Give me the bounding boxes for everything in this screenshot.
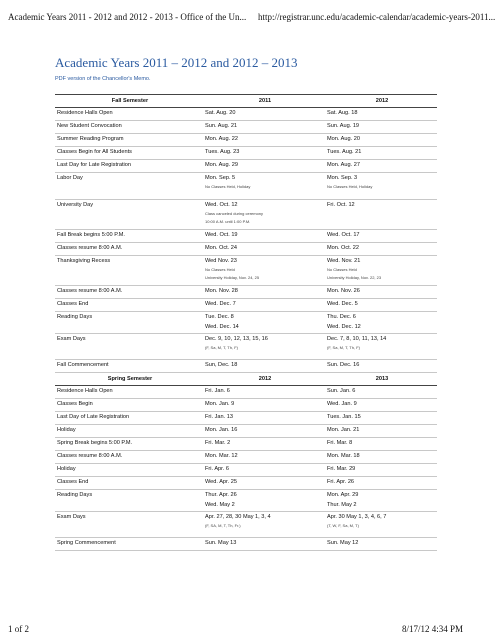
date-text: Fri. Apr. 26 bbox=[327, 479, 355, 485]
date-year-2 bbox=[325, 312, 437, 334]
event-name bbox=[55, 200, 203, 230]
date-text: Mon. Jan. 16 bbox=[205, 427, 238, 433]
date-text: Wed Nov. 23 bbox=[205, 258, 237, 264]
year-column-2: 2013 bbox=[325, 373, 437, 386]
date-text: Dec. 9, 10, 12, 13, 15, 16 bbox=[205, 336, 268, 342]
calendar-row bbox=[55, 108, 437, 121]
date-note: (F, SA, M, T, Th, Fr.) bbox=[205, 523, 241, 528]
date-note: (T, W, F, Sa, M, T) bbox=[327, 523, 359, 528]
date-text: Wed. Jan. 9 bbox=[327, 401, 357, 407]
calendar-row bbox=[55, 477, 437, 490]
print-header-url: http://registrar.unc.edu/academic-calendar/academic-years-2011... bbox=[258, 12, 495, 22]
date-year-1 bbox=[203, 160, 325, 173]
event-label: Last Day of Late Registration bbox=[57, 414, 130, 420]
date-text: Mon. Aug. 29 bbox=[205, 162, 238, 168]
date-text: Apr. 30 May 1, 3, 4, 6, 7 bbox=[327, 514, 387, 520]
date-text: Wed. Oct. 19 bbox=[205, 232, 238, 238]
date-text: Wed. Nov. 21 bbox=[327, 258, 361, 264]
calendar-row bbox=[55, 286, 437, 299]
date-year-2 bbox=[325, 243, 437, 256]
memo-pdf-link[interactable]: PDF version of the Chancellor's Memo bbox=[55, 76, 149, 82]
date-note: Class canceled during ceremony bbox=[205, 211, 264, 216]
date-year-2 bbox=[325, 538, 437, 551]
event-label: Exam Days bbox=[57, 514, 86, 520]
date-text: Mon. Apr. 29 bbox=[327, 492, 359, 498]
calendar-row bbox=[55, 399, 437, 412]
date-year-2 bbox=[325, 399, 437, 412]
event-name bbox=[55, 425, 203, 438]
date-year-1 bbox=[203, 173, 325, 200]
date-text: Fri. Oct. 12 bbox=[327, 202, 355, 208]
date-year-2 bbox=[325, 412, 437, 425]
date-year-2 bbox=[325, 438, 437, 451]
date-note: No Classes Held, Holiday bbox=[327, 184, 373, 189]
date-year-1 bbox=[203, 386, 325, 399]
calendar-row bbox=[55, 360, 437, 373]
date-text: Wed. Dec. 14 bbox=[205, 324, 239, 330]
date-text: Sun. Jan. 6 bbox=[327, 388, 356, 394]
calendar-row bbox=[55, 425, 437, 438]
event-name bbox=[55, 386, 203, 399]
calendar-row bbox=[55, 121, 437, 134]
calendar-row bbox=[55, 490, 437, 512]
date-year-2 bbox=[325, 134, 437, 147]
event-label: Exam Days bbox=[57, 336, 86, 342]
event-name bbox=[55, 299, 203, 312]
date-note: No Classes Held bbox=[327, 267, 357, 272]
date-year-2 bbox=[325, 477, 437, 490]
date-text: Sun. Aug. 21 bbox=[205, 123, 238, 129]
date-year-2 bbox=[325, 256, 437, 286]
date-year-2 bbox=[325, 200, 437, 230]
date-text: Sat. Aug. 18 bbox=[327, 110, 358, 116]
event-name bbox=[55, 399, 203, 412]
date-year-1 bbox=[203, 490, 325, 512]
date-year-2 bbox=[325, 334, 437, 360]
date-text: Mon. Aug. 27 bbox=[327, 162, 360, 168]
year-column-1: 2012 bbox=[203, 373, 325, 386]
date-year-1 bbox=[203, 451, 325, 464]
event-name bbox=[55, 243, 203, 256]
event-label: Reading Days bbox=[57, 314, 93, 320]
event-label: Holiday bbox=[57, 427, 76, 433]
date-year-1 bbox=[203, 243, 325, 256]
event-name bbox=[55, 438, 203, 451]
date-text: Mon. Mar. 18 bbox=[327, 453, 360, 459]
date-text: Thur. Apr. 26 bbox=[205, 492, 237, 498]
event-name bbox=[55, 147, 203, 160]
calendar-row bbox=[55, 451, 437, 464]
event-name bbox=[55, 464, 203, 477]
date-year-1 bbox=[203, 360, 325, 373]
date-year-2 bbox=[325, 512, 437, 538]
event-label: Residence Halls Open bbox=[57, 110, 113, 116]
date-note: (F, Sa, M, T, Th, F) bbox=[327, 345, 360, 350]
event-label: Summer Reading Program bbox=[57, 136, 124, 142]
memo-suffix: . bbox=[148, 76, 151, 82]
event-label: Reading Days bbox=[57, 492, 93, 498]
date-year-1 bbox=[203, 312, 325, 334]
date-year-1 bbox=[203, 412, 325, 425]
event-name bbox=[55, 256, 203, 286]
date-text: Mon. Aug. 20 bbox=[327, 136, 360, 142]
date-text: Mon. Oct. 22 bbox=[327, 245, 360, 251]
date-year-2 bbox=[325, 360, 437, 373]
date-text: Sun. Dec. 16 bbox=[327, 362, 360, 368]
calendar-row bbox=[55, 412, 437, 425]
page-title: Academic Years 2011 – 2012 and 2012 – 2013 bbox=[55, 55, 298, 70]
calendar-row bbox=[55, 256, 437, 286]
date-text: Wed. Dec. 5 bbox=[327, 301, 358, 307]
date-text: Tues. Jan. 15 bbox=[327, 414, 361, 420]
date-text: Wed. Apr. 25 bbox=[205, 479, 237, 485]
date-text: Fri. Jan. 6 bbox=[205, 388, 230, 394]
date-text: Mon. Jan. 9 bbox=[205, 401, 235, 407]
date-note: (F, Sa, M, T, Th, F) bbox=[205, 345, 238, 350]
event-name bbox=[55, 134, 203, 147]
event-name bbox=[55, 490, 203, 512]
event-name bbox=[55, 108, 203, 121]
date-year-1 bbox=[203, 121, 325, 134]
date-year-1 bbox=[203, 477, 325, 490]
date-note: University Holiday, Nov. 24, 25 bbox=[205, 275, 260, 280]
date-text: Mon. Nov. 28 bbox=[205, 288, 238, 294]
semester-header-row bbox=[55, 373, 437, 386]
calendar-row bbox=[55, 160, 437, 173]
academic-calendar-table bbox=[55, 94, 437, 551]
date-year-2 bbox=[325, 147, 437, 160]
date-text: Wed. Oct. 17 bbox=[327, 232, 360, 238]
event-label: Classes Begin bbox=[57, 401, 93, 407]
event-label: Fall Commencement bbox=[57, 362, 109, 368]
date-text: Thu. Dec. 6 bbox=[327, 314, 356, 320]
calendar-row bbox=[55, 386, 437, 399]
date-text: Mon. Aug. 22 bbox=[205, 136, 238, 142]
event-label: Classes Begin for All Students bbox=[57, 149, 132, 155]
event-label: New Student Convocation bbox=[57, 123, 122, 129]
date-text: Sun. May 13 bbox=[205, 540, 237, 546]
date-note: University Holiday, Nov. 22, 23 bbox=[327, 275, 382, 280]
event-name bbox=[55, 538, 203, 551]
event-name bbox=[55, 334, 203, 360]
calendar-row bbox=[55, 438, 437, 451]
date-text: Mon. Sep. 3 bbox=[327, 175, 358, 181]
memo-line bbox=[55, 76, 151, 82]
date-year-2 bbox=[325, 160, 437, 173]
date-text: Fri. Mar. 29 bbox=[327, 466, 356, 472]
date-text: Wed. May 2 bbox=[205, 502, 235, 508]
date-text: Mon. Mar. 12 bbox=[205, 453, 238, 459]
date-year-1 bbox=[203, 299, 325, 312]
date-text: Tues. Aug. 21 bbox=[327, 149, 362, 155]
event-label: Fall Break begins 5:00 P.M. bbox=[57, 232, 125, 238]
print-header-title: Academic Years 2011 - 2012 and 2012 - 2013 - Office of the Un... bbox=[8, 12, 247, 22]
date-text: Fri. Jan. 13 bbox=[205, 414, 233, 420]
date-year-2 bbox=[325, 425, 437, 438]
date-year-1 bbox=[203, 512, 325, 538]
date-year-2 bbox=[325, 286, 437, 299]
calendar-row bbox=[55, 299, 437, 312]
date-text: Tues. Aug. 23 bbox=[205, 149, 240, 155]
date-year-1 bbox=[203, 286, 325, 299]
date-year-2 bbox=[325, 490, 437, 512]
event-label: Classes End bbox=[57, 479, 89, 485]
date-year-1 bbox=[203, 425, 325, 438]
event-name bbox=[55, 512, 203, 538]
date-text: Fri. Mar. 8 bbox=[327, 440, 353, 446]
date-text: Mon. Jan. 21 bbox=[327, 427, 360, 433]
event-name bbox=[55, 360, 203, 373]
event-label: Spring Commencement bbox=[57, 540, 116, 546]
date-note: 10:00 A.M. until 1:00 P.M. bbox=[205, 219, 251, 224]
print-footer-page: 1 of 2 bbox=[8, 624, 29, 634]
event-label: Holiday bbox=[57, 466, 76, 472]
event-label: Spring Break begins 5:00 P.M. bbox=[57, 440, 133, 446]
semester-name: Spring Semester bbox=[55, 373, 203, 386]
date-text: Wed. Oct. 12 bbox=[205, 202, 238, 208]
calendar-row bbox=[55, 312, 437, 334]
semester-header-row bbox=[55, 95, 437, 108]
date-year-2 bbox=[325, 173, 437, 200]
date-text: Sat. Aug. 20 bbox=[205, 110, 236, 116]
calendar-row bbox=[55, 147, 437, 160]
date-year-1 bbox=[203, 538, 325, 551]
calendar-row bbox=[55, 173, 437, 200]
event-label: Thanksgiving Recess bbox=[57, 258, 111, 264]
date-year-2 bbox=[325, 464, 437, 477]
date-text: Mon. Nov. 26 bbox=[327, 288, 360, 294]
year-column-2: 2012 bbox=[325, 95, 437, 108]
event-label: Last Day for Late Registration bbox=[57, 162, 131, 168]
event-label: Residence Halls Open bbox=[57, 388, 113, 394]
event-name bbox=[55, 286, 203, 299]
date-text: Wed. Dec. 12 bbox=[327, 324, 361, 330]
calendar-row bbox=[55, 134, 437, 147]
date-text: Tue. Dec. 8 bbox=[205, 314, 234, 320]
event-label: Classes resume 8:00 A.M. bbox=[57, 288, 123, 294]
date-text: Thur. May 2 bbox=[327, 502, 357, 508]
date-text: Sun, Dec. 18 bbox=[205, 362, 238, 368]
year-column-1: 2011 bbox=[203, 95, 325, 108]
date-note: No Classes Held bbox=[205, 267, 235, 272]
semester-name: Fall Semester bbox=[55, 95, 203, 108]
date-year-2 bbox=[325, 451, 437, 464]
calendar-row bbox=[55, 538, 437, 551]
date-text: Apr. 27, 28, 30 May 1, 3, 4 bbox=[205, 514, 271, 520]
event-label: Classes resume 8:00 A.M. bbox=[57, 245, 123, 251]
date-text: Sun. May 12 bbox=[327, 540, 359, 546]
print-footer-date: 8/17/12 4:34 PM bbox=[402, 624, 464, 634]
calendar-row bbox=[55, 200, 437, 230]
date-year-1 bbox=[203, 200, 325, 230]
event-name bbox=[55, 230, 203, 243]
event-name bbox=[55, 173, 203, 200]
date-text: Wed. Dec. 7 bbox=[205, 301, 236, 307]
event-name bbox=[55, 477, 203, 490]
date-year-1 bbox=[203, 134, 325, 147]
date-text: Sun. Aug. 19 bbox=[327, 123, 360, 129]
date-year-2 bbox=[325, 121, 437, 134]
event-label: Classes End bbox=[57, 301, 89, 307]
calendar-row bbox=[55, 243, 437, 256]
date-year-1 bbox=[203, 464, 325, 477]
calendar-row bbox=[55, 512, 437, 538]
date-year-2 bbox=[325, 299, 437, 312]
calendar-row bbox=[55, 334, 437, 360]
date-text: Fri. Apr. 6 bbox=[205, 466, 229, 472]
date-text: Fri. Mar. 2 bbox=[205, 440, 231, 446]
event-label: University Day bbox=[57, 202, 94, 208]
event-name bbox=[55, 160, 203, 173]
date-note: No Classes Held, Holiday bbox=[205, 184, 251, 189]
event-name bbox=[55, 312, 203, 334]
date-year-1 bbox=[203, 399, 325, 412]
date-year-1 bbox=[203, 147, 325, 160]
date-text: Dec. 7, 8, 10, 11, 13, 14 bbox=[327, 336, 387, 342]
event-name bbox=[55, 451, 203, 464]
calendar-row bbox=[55, 230, 437, 243]
calendar-row bbox=[55, 464, 437, 477]
date-year-1 bbox=[203, 230, 325, 243]
date-year-2 bbox=[325, 386, 437, 399]
date-year-2 bbox=[325, 230, 437, 243]
date-text: Mon. Sep. 5 bbox=[205, 175, 236, 181]
event-label: Classes resume 8:00 A.M. bbox=[57, 453, 123, 459]
date-year-1 bbox=[203, 438, 325, 451]
date-year-2 bbox=[325, 108, 437, 121]
date-text: Mon. Oct. 24 bbox=[205, 245, 238, 251]
event-name bbox=[55, 412, 203, 425]
date-year-1 bbox=[203, 334, 325, 360]
event-name bbox=[55, 121, 203, 134]
date-year-1 bbox=[203, 108, 325, 121]
date-year-1 bbox=[203, 256, 325, 286]
event-label: Labor Day bbox=[57, 175, 83, 181]
